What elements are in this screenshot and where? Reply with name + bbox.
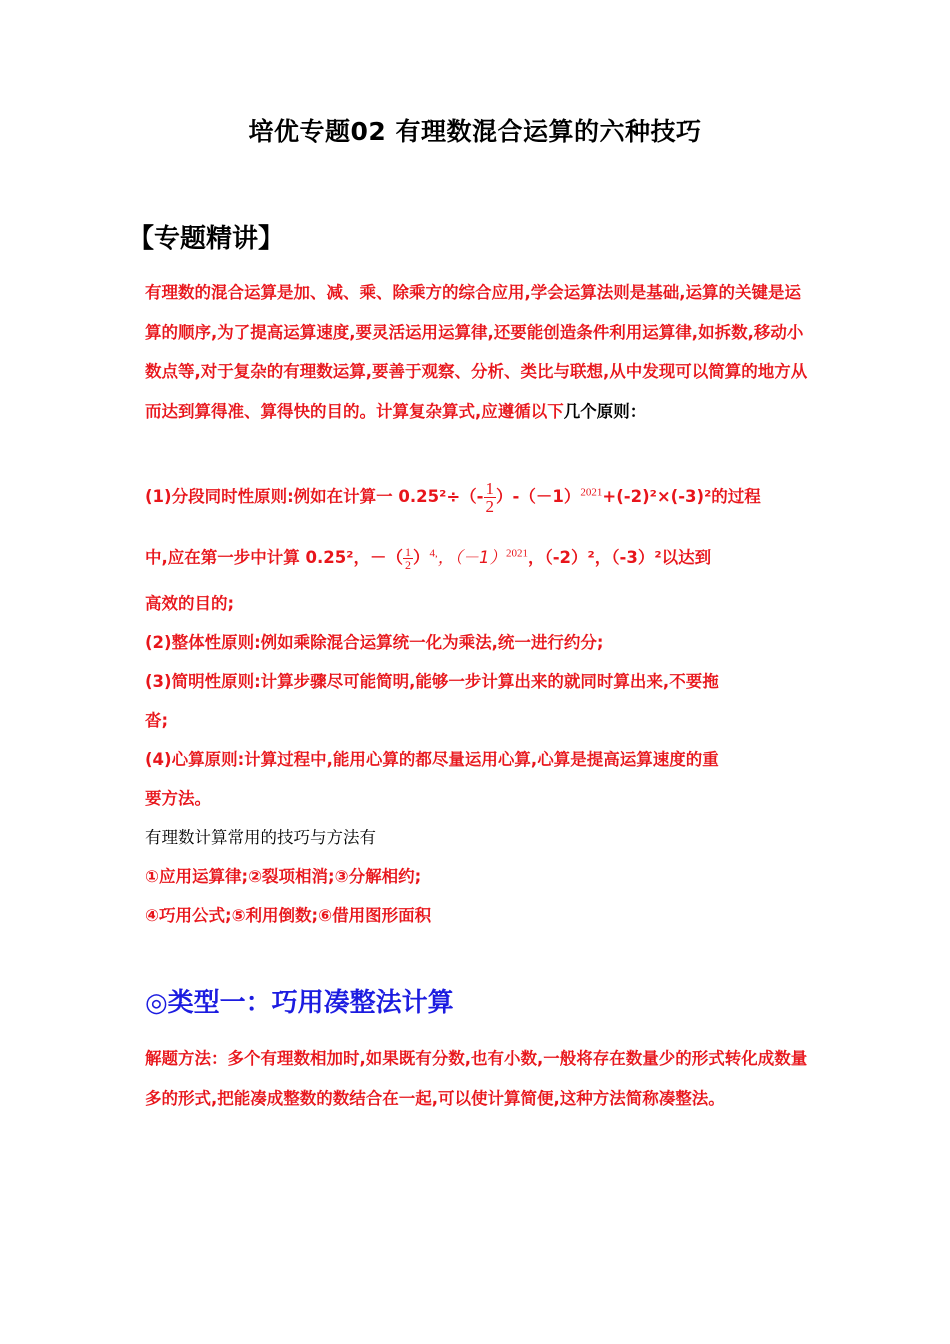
exponent-2021: 2021: [505, 547, 528, 560]
principle-1-text-f: ，（－1）: [437, 548, 506, 567]
fraction-numerator: 1: [485, 479, 495, 498]
principle-1-text-c: +(-2)²×(-3)²的过程: [602, 487, 761, 506]
type-1-body: 解题方法：多个有理数相加时,如果既有分数,也有小数,一般将存在数量少的形式转化成数量多的形式,把能凑成整数的数结合在一起,可以使计算简便,这种方法简称凑整法。: [145, 1049, 808, 1108]
principle-3-line-1: (3)简明性原则:计算步骤尽可能简明,能够一步计算出来的就同时算出来,不要拖: [145, 672, 719, 691]
principle-1-line-3: 高效的目的;: [145, 594, 235, 613]
fraction-numerator: 1: [404, 545, 411, 559]
principle-1-text-a: (1)分段同时性原则:例如在计算一 0.25²÷（-: [145, 487, 484, 506]
exponent-4: 4,: [429, 547, 438, 560]
page-title: 培优专题02 有理数混合运算的六种技巧: [248, 117, 702, 146]
principle-1-text-e: ）: [412, 548, 430, 567]
intro-paragraph: [145, 273, 810, 431]
fraction-half-small: [403, 546, 413, 571]
methods-line-1: ①应用运算律;②裂项相消;③分解相约;: [145, 867, 422, 886]
principle-1-line-2: [145, 544, 815, 571]
intro-black-text: 几个原则：: [563, 401, 647, 421]
methods-line-2: ④巧用公式;⑤利用倒数;⑥借用图形面积: [145, 906, 432, 925]
principle-1-line-1: [145, 480, 815, 515]
intro-red-text: 有理数的混合运算是加、减、乘、除乘方的综合应用,学会运算法则是基础,运算的关键是运算的顺序,为了提高运算速度,要灵活运用运算律,还要能创造条件利用运算律,如拆数,移动小数点等,对于复杂的有理数运算,要善于观察、分析、类比与联想,从中发现可以简算的地方从而达到算得准、算得快的目的。计算复杂算式,应遵循以下: [145, 283, 808, 421]
fraction-denominator: 2: [404, 558, 411, 572]
fraction-half: [484, 480, 497, 515]
principle-1-text-b: ）-（－1）: [496, 487, 581, 506]
principle-4-line-2: 要方法。: [145, 789, 211, 808]
exponent-2021: 2021: [580, 486, 603, 499]
principle-2: (2)整体性原则:例如乘除混合运算统一化为乘法,统一进行约分;: [145, 633, 604, 652]
principle-3-line-2: 沓;: [145, 711, 169, 730]
fraction-denominator: 2: [485, 497, 495, 516]
principle-1-text-d: 中,应在第一步中计算 0.25²，－（: [145, 548, 403, 567]
section-heading: 【专题精讲】: [128, 224, 285, 254]
principle-4-line-1: (4)心算原则:计算过程中,能用心算的都尽量运用心算,心算是提高运算速度的重: [145, 750, 719, 769]
type-1-heading: ◎类型一：巧用凑整法计算: [145, 988, 454, 1018]
methods-intro: 有理数计算常用的技巧与方法有: [145, 828, 376, 847]
principle-1-text-g: ，（-2）²，（-3）²以达到: [527, 548, 712, 567]
